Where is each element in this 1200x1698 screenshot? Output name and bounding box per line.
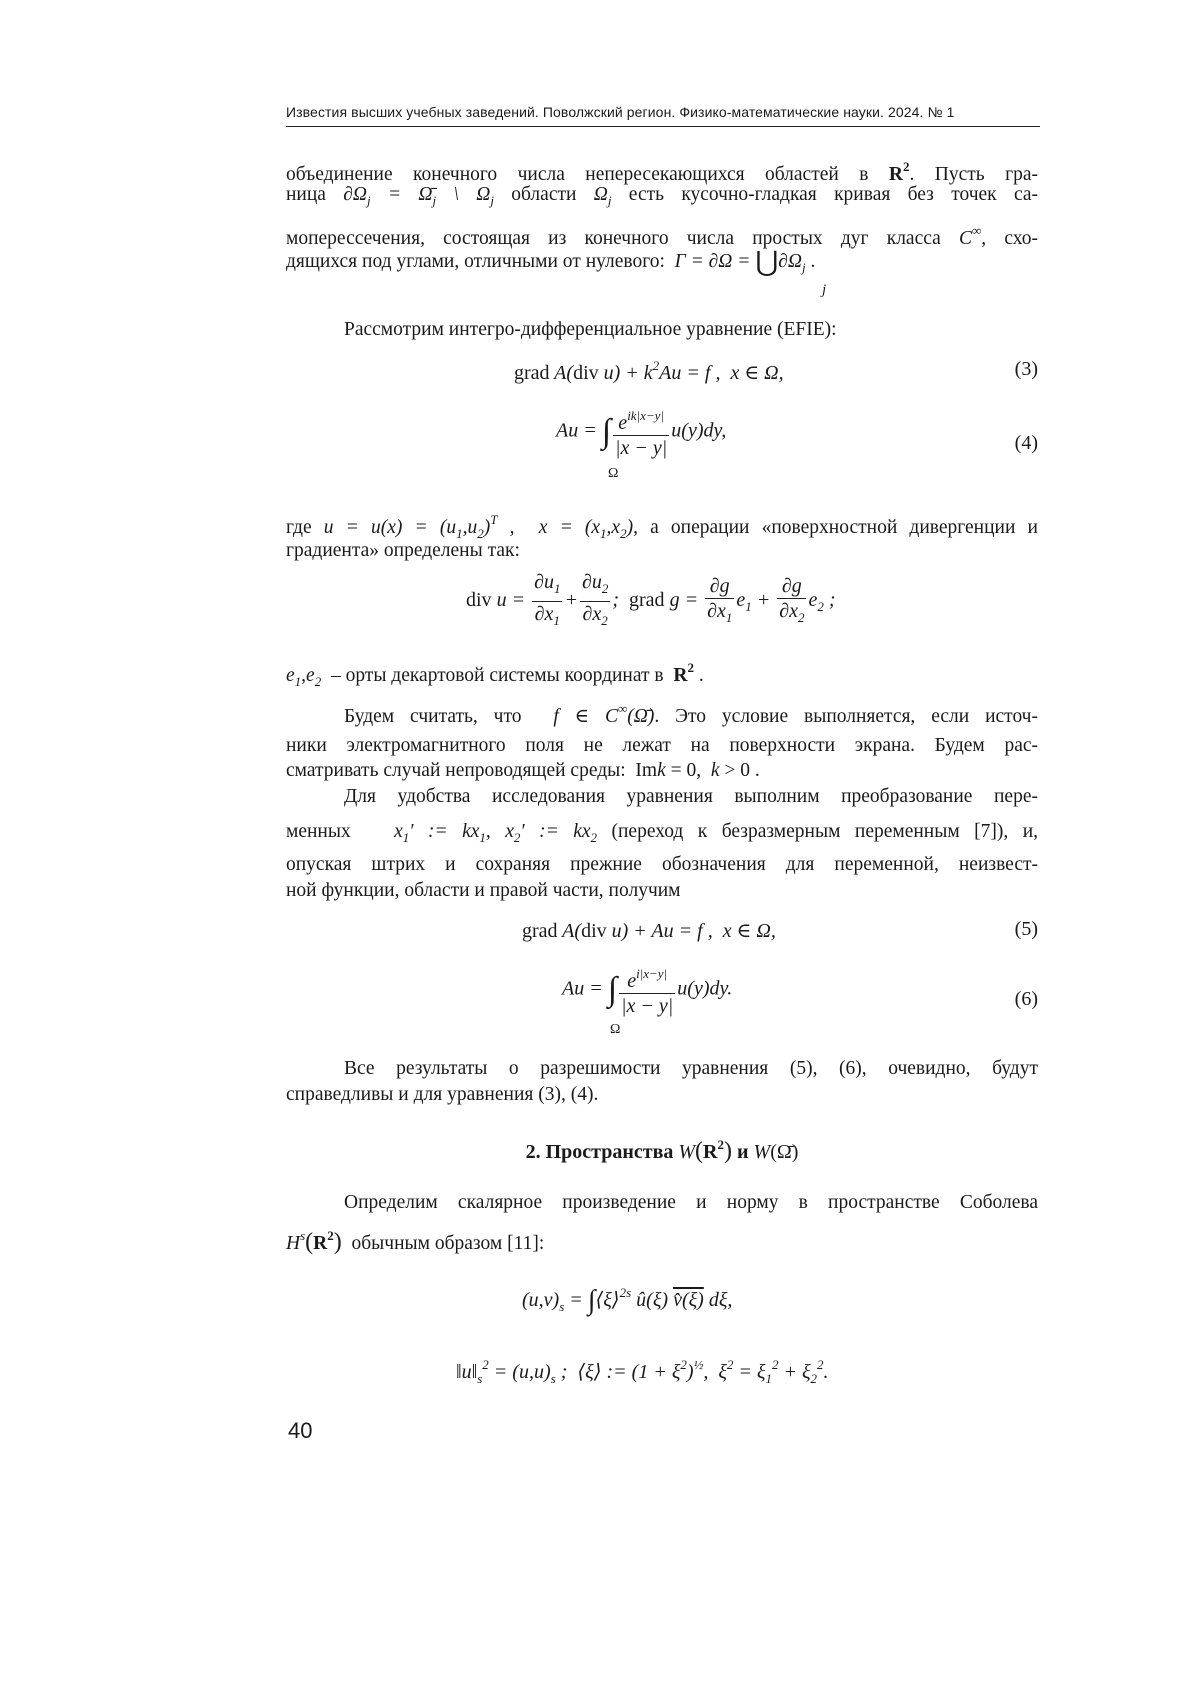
p7-line1: Все результаты о разрешимости уравнения (5), (6), очевидно, будут (344, 1058, 1038, 1079)
p2: Рассмотрим интегро-дифференциальное уравнение (EFIE): (344, 319, 837, 340)
p6-line3: опуская штрих и сохраняя прежние обозначения для переменной, неизвест- (286, 854, 1038, 875)
eq-number-4: (4) (1014, 432, 1038, 454)
p1-line3: моперессечения, состоящая из конечного числа простых дуг класса C∞, схо- (286, 223, 1039, 249)
running-header: Известия высших учебных заведений. Поволжский регион. Физико-математические науки. 2024. № 1 (286, 104, 955, 120)
p1-line1: объединение конечного числа непересекающихся областей в $R^2$. Пусть гра- (286, 159, 1038, 185)
p4: $e_1,e_2$ – орты декартовой системы координат в $R^2$ . (286, 660, 704, 689)
header-rule (286, 126, 1040, 127)
p5-line3: сматривать случай непроводящей среды: Imk = 0, k > 0 . (286, 760, 760, 781)
p1-line4: дящихся под углами, отличными от нулевого: $\Gamma = \partial\Omega = ⋃\partial\Omega_j$ . j (286, 247, 827, 298)
p3-line2: градиента» определены так: (286, 540, 520, 561)
eq-number-6: (6) (1014, 988, 1038, 1010)
inner-product-equation: $(u,v)_s$ = ∫⟨ξ⟩$^{2s}$ û(ξ) v̂(ξ) dξ, (522, 1285, 733, 1317)
equation-4: Au = ∫ $\frac{e^{ik|x-y|}}{|x - y|}$ u(y)dy, Ω (556, 404, 726, 460)
equation-5: grad A(div u) + Au = f , x ∈ Ω, (522, 920, 776, 942)
p6-line2: менных $x_1'$ := $kx_1$, $x_2'$ := $kx_2$ (переход к безразмерным переменным [7]), и, (286, 821, 1039, 845)
p5-line2: ники электромагнитного поля не лежат на поверхности экрана. Будем рас- (286, 735, 1038, 756)
eq-number-3: (3) (1014, 358, 1038, 380)
norm-equation: $‖u‖_s^2 = (u,u)_s$ ; ⟨ξ⟩ := $(1 + \xi^2)^{\frac{1}{2}}$, $\xi^2 = \xi_1^2 + \xi_2^2$. (456, 1357, 829, 1386)
equation-6: Au = ∫ $\frac{e^{i|x-y|}}{|x - y|}$ u(y)dy. Ω (562, 962, 732, 1018)
p6-line4: ной функции, области и правой части, получим (286, 880, 681, 901)
eq-number-5: (5) (1014, 918, 1038, 940)
p8-line2: $H^s(R^2)$ обычным образом [11]: (286, 1228, 545, 1255)
section-heading: 2. Пространства $W(R^2)$ и W(Ω̄) (525, 1137, 799, 1164)
p1-line2: ница $\partial\Omega_j$ = $\Omegā_j$ \ $\Omega_j$ области $\Omega_j$ есть кусочно-гладкая кривая без точек са- (286, 184, 1038, 208)
p3-line1: где $u = u(x) = (u_1,u_2)^T$ , $x = (x_1,x_2)$, а операции «поверхностной дивергенции и (286, 512, 1038, 541)
p7-line2: справедливы и для уравнения (3), (4). (286, 1084, 599, 1105)
p8-line1: Определим скалярное произведение и норму в пространстве Соболева (344, 1192, 1038, 1213)
equation-3: grad A(div $u) + k^2Au = f$ , x ∈ Ω, (514, 358, 784, 384)
p6-line1: Для удобства исследования уравнения выполним преобразование пере- (344, 786, 1038, 807)
div-grad-definitions: div u = $\frac{\partial u_1}{\partial x_1}$ + $\frac{\partial u_2}{\partial x_2}$ ; grad g = $\frac{\partial g}{\partial x_1}$ $e_1$ + $\frac{\partial g}{\partial x_2}$ $e_2$ ; (466, 571, 836, 628)
p5-line1: Будем считать, что f ∈ C∞(Ω̄). Это условие выполняется, если источ- (344, 701, 1038, 727)
page-number: 40 (288, 1418, 313, 1443)
